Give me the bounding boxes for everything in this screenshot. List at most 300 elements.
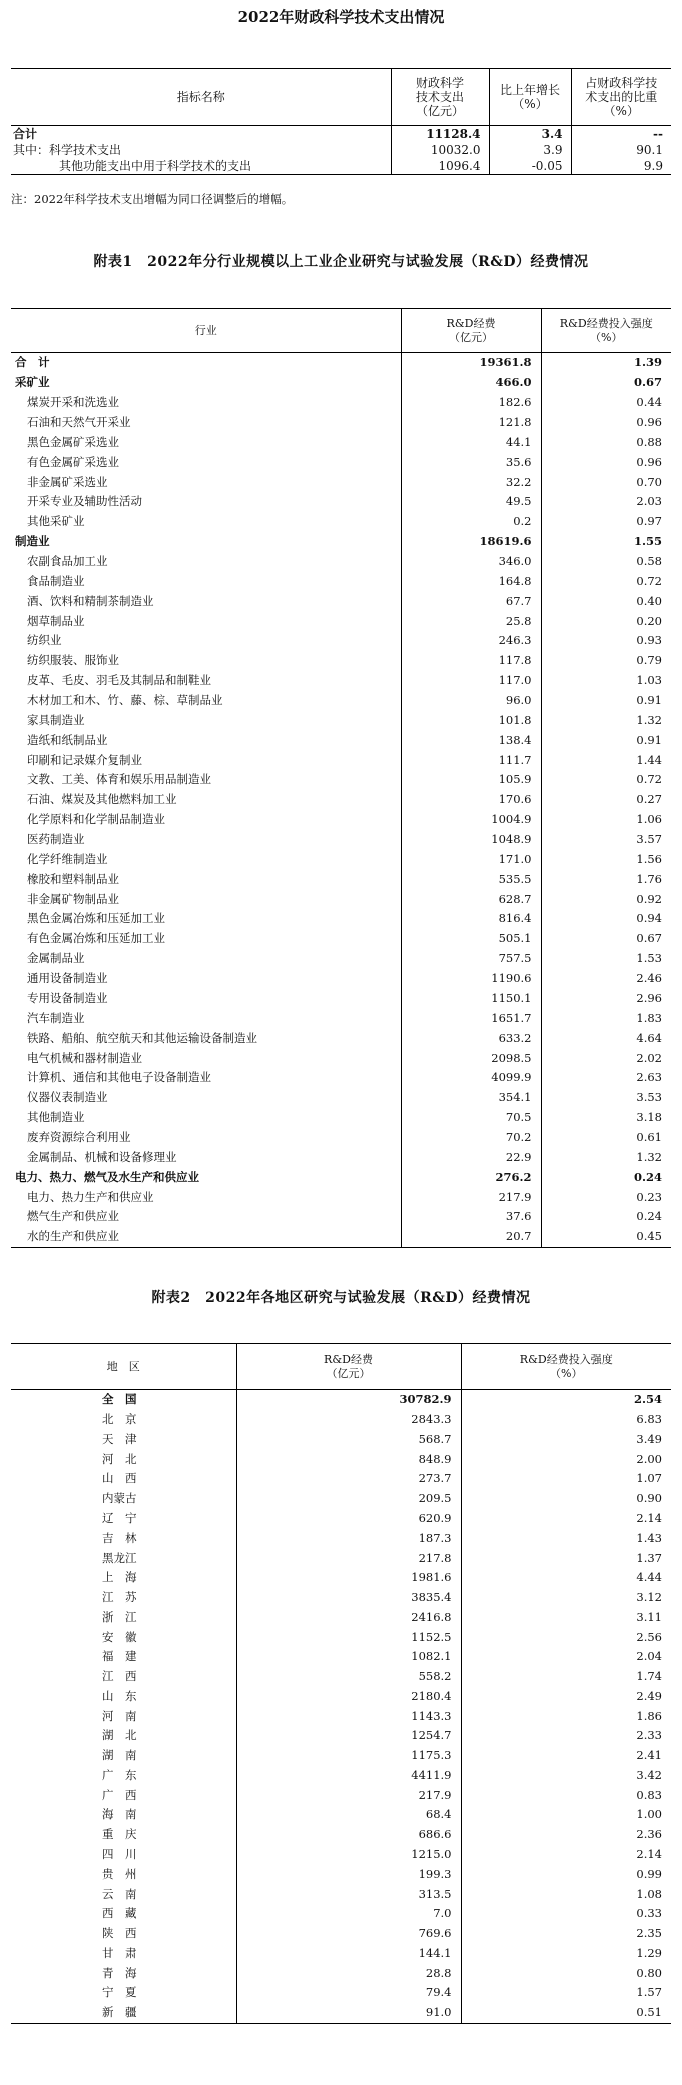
row-value-1: 187.3 — [236, 1528, 461, 1548]
row-value-1: 68.4 — [236, 1805, 461, 1825]
row-label: 其他功能支出中用于科学技术的支出 — [59, 159, 252, 173]
row-label: 开采专业及辅助性活动 — [27, 494, 142, 509]
table-row — [11, 1568, 671, 1588]
row-label: 四 川 — [102, 1846, 137, 1861]
row-label: 广 西 — [102, 1787, 137, 1802]
row-value-1: 79.4 — [236, 1983, 461, 2003]
row-label: 黑色金属矿采选业 — [27, 434, 119, 449]
table-row — [11, 373, 671, 393]
annex1-header-row — [11, 309, 671, 353]
row-label: 青 海 — [102, 1965, 137, 1980]
row-value-2: 1.83 — [541, 1008, 671, 1028]
table-row — [11, 1469, 671, 1489]
row-label: 贵 州 — [102, 1866, 137, 1881]
row-value-1: 1254.7 — [236, 1726, 461, 1746]
row-label: 汽车制造业 — [27, 1010, 85, 1025]
row-value-1: 1175.3 — [236, 1746, 461, 1766]
row-value-2: 0.80 — [461, 1963, 671, 1983]
col-rd-intensity: R&D经费投入强度 （%） — [461, 1344, 671, 1390]
table-row — [11, 1068, 671, 1088]
fiscal-st-expenditure-table — [11, 68, 671, 175]
row-value-2: -0.05 — [489, 158, 571, 175]
row-value-2: 2.14 — [461, 1509, 671, 1529]
row-value-1: 117.0 — [401, 671, 541, 691]
row-label: 河 南 — [102, 1708, 137, 1723]
row-label: 合计 — [13, 127, 38, 141]
table-row — [11, 969, 671, 989]
table-row — [11, 1667, 671, 1687]
col-rd-intensity: R&D经费投入强度 （%） — [541, 309, 671, 353]
row-value-2: 0.44 — [541, 393, 671, 413]
annex1-body — [11, 353, 671, 1248]
table-row — [11, 989, 671, 1009]
row-value-1: 199.3 — [236, 1864, 461, 1884]
row-value-1: 49.5 — [401, 492, 541, 512]
table-row — [11, 142, 671, 158]
col-indicator-name: 指标名称 — [11, 69, 391, 126]
row-value-1: 18619.6 — [401, 532, 541, 552]
row-value-1: 276.2 — [401, 1167, 541, 1187]
row-label: 黑龙江 — [102, 1550, 137, 1565]
row-value-1: 70.5 — [401, 1108, 541, 1128]
row-label: 其他制造业 — [27, 1110, 85, 1125]
row-value-1: 67.7 — [401, 591, 541, 611]
row-value-2: 3.9 — [489, 142, 571, 158]
row-label: 水的生产和供应业 — [27, 1229, 119, 1244]
table-row — [11, 1548, 671, 1568]
table-row — [11, 1528, 671, 1548]
row-value-1: 96.0 — [401, 691, 541, 711]
row-label: 辽 宁 — [102, 1510, 137, 1525]
row-label: 黑色金属冶炼和压延加工业 — [27, 911, 165, 926]
row-label: 废弃资源综合利用业 — [27, 1129, 131, 1144]
row-value-1: 170.6 — [401, 790, 541, 810]
row-value-1: 466.0 — [401, 373, 541, 393]
row-label: 电力、热力、燃气及水生产和供应业 — [15, 1169, 199, 1184]
row-value-1: 117.8 — [401, 651, 541, 671]
table-row — [11, 1924, 671, 1944]
row-label: 金属制品业 — [27, 951, 85, 966]
row-label: 仪器仪表制造业 — [27, 1090, 108, 1105]
table1-header-row — [11, 69, 671, 126]
row-label: 造纸和纸制品业 — [27, 732, 108, 747]
row-value-1: 22.9 — [401, 1147, 541, 1167]
table-row — [11, 2003, 671, 2023]
row-value-2: 0.91 — [541, 691, 671, 711]
table-row — [11, 1028, 671, 1048]
table-row — [11, 413, 671, 433]
row-label: 江 苏 — [102, 1590, 137, 1605]
row-value-1: 1190.6 — [401, 969, 541, 989]
table-row — [11, 710, 671, 730]
row-label: 铁路、船舶、航空航天和其他运输设备制造业 — [27, 1030, 257, 1045]
row-value-2: 1.53 — [541, 949, 671, 969]
col-growth: 比上年增长 （%） — [489, 69, 571, 126]
row-value-3: 90.1 — [571, 142, 671, 158]
table-row — [11, 1943, 671, 1963]
col-region: 地 区 — [11, 1344, 236, 1390]
row-value-1: 620.9 — [236, 1509, 461, 1529]
row-value-1: 217.8 — [236, 1548, 461, 1568]
row-value-2: 6.83 — [461, 1410, 671, 1430]
row-value-1: 816.4 — [401, 909, 541, 929]
row-label: 皮革、毛皮、羽毛及其制品和制鞋业 — [27, 673, 211, 688]
row-label: 天 津 — [102, 1431, 137, 1446]
table-row — [11, 1864, 671, 1884]
row-value-1: 3835.4 — [236, 1588, 461, 1608]
row-value-1: 91.0 — [236, 2003, 461, 2023]
row-value-2: 1.44 — [541, 750, 671, 770]
table-row — [11, 1588, 671, 1608]
row-value-1: 686.6 — [236, 1825, 461, 1845]
row-label: 制造业 — [15, 534, 50, 549]
row-value-2: 3.11 — [461, 1607, 671, 1627]
row-value-1: 4411.9 — [236, 1766, 461, 1786]
table-row — [11, 1489, 671, 1509]
row-value-1: 1150.1 — [401, 989, 541, 1009]
row-value-2: 3.53 — [541, 1088, 671, 1108]
row-label: 合 计 — [15, 355, 50, 370]
row-value-2: 0.40 — [541, 591, 671, 611]
col-expenditure: 财政科学 技术支出 （亿元） — [391, 69, 489, 126]
table-row — [11, 1825, 671, 1845]
row-value-2: 1.56 — [541, 849, 671, 869]
row-value-1: 346.0 — [401, 552, 541, 572]
row-value-1: 171.0 — [401, 849, 541, 869]
row-value-2: 2.14 — [461, 1845, 671, 1865]
row-label: 其他采矿业 — [27, 514, 85, 529]
row-value-2: 2.35 — [461, 1924, 671, 1944]
row-value-1: 37.6 — [401, 1207, 541, 1227]
table-row — [11, 1845, 671, 1865]
row-value-2: 0.24 — [541, 1167, 671, 1187]
row-label: 计算机、通信和其他电子设备制造业 — [27, 1070, 211, 1085]
row-value-2: 0.72 — [541, 770, 671, 790]
row-value-1: 1152.5 — [236, 1627, 461, 1647]
table-row — [11, 869, 671, 889]
table-row — [11, 770, 671, 790]
row-label: 木材加工和木、竹、藤、棕、草制品业 — [27, 693, 223, 708]
row-value-1: 20.7 — [401, 1227, 541, 1247]
table-row — [11, 1088, 671, 1108]
row-value-1: 628.7 — [401, 889, 541, 909]
table-row — [11, 1108, 671, 1128]
row-value-1: 121.8 — [401, 413, 541, 433]
row-value-2: 0.67 — [541, 373, 671, 393]
row-value-1: 11128.4 — [391, 126, 489, 143]
table-row — [11, 1008, 671, 1028]
row-value-2: 2.36 — [461, 1825, 671, 1845]
row-label: 山 东 — [102, 1688, 137, 1703]
row-value-2: 0.24 — [541, 1207, 671, 1227]
row-value-1: 4099.9 — [401, 1068, 541, 1088]
row-value-1: 10032.0 — [391, 142, 489, 158]
table-row — [11, 849, 671, 869]
row-value-1: 2416.8 — [236, 1607, 461, 1627]
row-value-2: 4.64 — [541, 1028, 671, 1048]
row-value-1: 1651.7 — [401, 1008, 541, 1028]
table-row — [11, 1410, 671, 1430]
row-value-1: 217.9 — [401, 1187, 541, 1207]
row-value-2: 1.00 — [461, 1805, 671, 1825]
table-row — [11, 1390, 671, 1410]
row-value-2: 0.23 — [541, 1187, 671, 1207]
row-value-2: 1.37 — [461, 1548, 671, 1568]
table-row — [11, 1884, 671, 1904]
row-value-1: 44.1 — [401, 432, 541, 452]
row-label: 化学原料和化学制品制造业 — [27, 812, 165, 827]
table-row — [11, 790, 671, 810]
row-value-2: 0.90 — [461, 1489, 671, 1509]
row-label: 湖 北 — [102, 1728, 137, 1743]
row-value-2: 3.57 — [541, 830, 671, 850]
table-row — [11, 1048, 671, 1068]
row-value-1: 32.2 — [401, 472, 541, 492]
row-value-1: 1096.4 — [391, 158, 489, 175]
table-row — [11, 1128, 671, 1148]
table-row — [11, 1746, 671, 1766]
table-row — [11, 1509, 671, 1529]
row-label: 有色金属矿采选业 — [27, 454, 119, 469]
row-value-2: 1.76 — [541, 869, 671, 889]
table-row — [11, 1726, 671, 1746]
table-row — [11, 631, 671, 651]
row-value-1: 19361.8 — [401, 353, 541, 373]
row-label: 海 南 — [102, 1807, 137, 1822]
table1-title: 2022年财政科学技术支出情况 — [237, 8, 445, 26]
row-value-2: 0.61 — [541, 1128, 671, 1148]
row-value-1: 2098.5 — [401, 1048, 541, 1068]
row-value-1: 2180.4 — [236, 1686, 461, 1706]
row-value-1: 111.7 — [401, 750, 541, 770]
row-value-1: 558.2 — [236, 1667, 461, 1687]
row-label: 食品制造业 — [27, 573, 85, 588]
row-label: 纺织服装、服饰业 — [27, 653, 119, 668]
row-value-1: 182.6 — [401, 393, 541, 413]
col-rd-funds: R&D经费 （亿元） — [236, 1344, 461, 1390]
row-value-2: 1.06 — [541, 810, 671, 830]
row-label: 非金属矿物制品业 — [27, 891, 119, 906]
row-label: 石油、煤炭及其他燃料加工业 — [27, 792, 177, 807]
row-value-2: 2.49 — [461, 1686, 671, 1706]
row-value-1: 30782.9 — [236, 1390, 461, 1410]
row-label: 专用设备制造业 — [27, 990, 108, 1005]
row-label: 化学纤维制造业 — [27, 851, 108, 866]
row-value-2: 1.29 — [461, 1943, 671, 1963]
row-label: 江 西 — [102, 1669, 137, 1684]
row-value-1: 505.1 — [401, 929, 541, 949]
table-row — [11, 611, 671, 631]
table-row — [11, 472, 671, 492]
row-value-2: 0.91 — [541, 730, 671, 750]
table-row — [11, 1627, 671, 1647]
row-value-1: 354.1 — [401, 1088, 541, 1108]
row-label: 北 京 — [102, 1412, 137, 1427]
row-value-1: 7.0 — [236, 1904, 461, 1924]
row-value-1: 144.1 — [236, 1943, 461, 1963]
row-label: 吉 林 — [102, 1530, 137, 1545]
table-row — [11, 889, 671, 909]
row-value-2: 1.86 — [461, 1706, 671, 1726]
row-value-1: 1215.0 — [236, 1845, 461, 1865]
row-value-1: 246.3 — [401, 631, 541, 651]
row-value-2: 0.20 — [541, 611, 671, 631]
row-label: 甘 肃 — [102, 1945, 137, 1960]
row-value-2: 1.07 — [461, 1469, 671, 1489]
table-row — [11, 830, 671, 850]
table-row — [11, 1607, 671, 1627]
row-label: 通用设备制造业 — [27, 971, 108, 986]
region-rd-table — [11, 1343, 671, 2024]
row-value-2: 0.93 — [541, 631, 671, 651]
table-row — [11, 1449, 671, 1469]
row-label: 陕 西 — [102, 1926, 137, 1941]
row-value-2: 0.58 — [541, 552, 671, 572]
row-value-2: 1.03 — [541, 671, 671, 691]
table-row — [11, 432, 671, 452]
row-label: 金属制品、机械和设备修理业 — [27, 1149, 177, 1164]
table-row — [11, 929, 671, 949]
table1-body — [11, 126, 671, 175]
row-label: 河 北 — [102, 1451, 137, 1466]
row-value-1: 313.5 — [236, 1884, 461, 1904]
table1-note: 注：2022年科学技术支出增幅为同口径调整后的增幅。 — [11, 192, 294, 206]
row-value-1: 1048.9 — [401, 830, 541, 850]
row-value-1: 35.6 — [401, 452, 541, 472]
row-value-2: 0.70 — [541, 472, 671, 492]
row-value-2: 2.46 — [541, 969, 671, 989]
row-label: 宁 夏 — [102, 1985, 137, 2000]
row-label: 家具制造业 — [27, 712, 85, 727]
row-value-1: 0.2 — [401, 512, 541, 532]
row-label: 云 南 — [102, 1886, 137, 1901]
row-value-3: -- — [571, 126, 671, 143]
row-label: 非金属矿采选业 — [27, 474, 108, 489]
row-value-1: 70.2 — [401, 1128, 541, 1148]
row-value-2: 1.08 — [461, 1884, 671, 1904]
table-row — [11, 126, 671, 143]
industry-rd-table — [11, 308, 671, 1248]
table-row — [11, 571, 671, 591]
row-label: 电气机械和器材制造业 — [27, 1050, 142, 1065]
row-value-1: 28.8 — [236, 1963, 461, 1983]
row-value-2: 1.57 — [461, 1983, 671, 2003]
table-row — [11, 1147, 671, 1167]
annex2-body — [11, 1390, 671, 2024]
table-row — [11, 1167, 671, 1187]
row-label: 安 徽 — [102, 1629, 137, 1644]
row-value-2: 0.92 — [541, 889, 671, 909]
row-label: 采矿业 — [15, 375, 50, 390]
table-row — [11, 1766, 671, 1786]
row-value-2: 0.96 — [541, 452, 671, 472]
row-label: 煤炭开采和洗选业 — [27, 395, 119, 410]
col-industry: 行业 — [11, 309, 401, 353]
row-value-1: 633.2 — [401, 1028, 541, 1048]
row-label: 上 海 — [102, 1570, 137, 1585]
row-value-2: 2.56 — [461, 1627, 671, 1647]
row-value-2: 3.42 — [461, 1766, 671, 1786]
row-value-2: 0.83 — [461, 1785, 671, 1805]
row-value-2: 2.63 — [541, 1068, 671, 1088]
row-value-2: 0.33 — [461, 1904, 671, 1924]
table-row — [11, 730, 671, 750]
table-row — [11, 949, 671, 969]
row-label: 内蒙古 — [102, 1491, 137, 1506]
table-row — [11, 552, 671, 572]
table-row — [11, 512, 671, 532]
row-label: 农副食品加工业 — [27, 554, 108, 569]
row-value-2: 4.44 — [461, 1568, 671, 1588]
row-label: 湖 南 — [102, 1748, 137, 1763]
table-row — [11, 1227, 671, 1247]
row-label: 文教、工美、体育和娱乐用品制造业 — [27, 772, 211, 787]
row-value-1: 2843.3 — [236, 1410, 461, 1430]
row-label: 烟草制品业 — [27, 613, 85, 628]
row-value-2: 3.18 — [541, 1108, 671, 1128]
row-label: 广 东 — [102, 1767, 137, 1782]
row-value-2: 3.4 — [489, 126, 571, 143]
row-value-1: 1004.9 — [401, 810, 541, 830]
row-label: 印刷和记录媒介复制业 — [27, 752, 142, 767]
table-row — [11, 1207, 671, 1227]
row-value-1: 848.9 — [236, 1449, 461, 1469]
row-value-3: 9.9 — [571, 158, 671, 175]
table-row — [11, 1430, 671, 1450]
row-label: 其中：科学技术支出 — [13, 143, 122, 157]
row-label: 纺织业 — [27, 633, 62, 648]
table-row — [11, 452, 671, 472]
row-value-2: 2.96 — [541, 989, 671, 1009]
row-label: 新 疆 — [102, 2005, 137, 2020]
row-label: 重 庆 — [102, 1827, 137, 1842]
table-row — [11, 671, 671, 691]
row-label: 浙 江 — [102, 1609, 137, 1624]
row-value-2: 2.02 — [541, 1048, 671, 1068]
row-label: 西 藏 — [102, 1906, 137, 1921]
row-label: 橡胶和塑料制品业 — [27, 871, 119, 886]
row-value-2: 0.67 — [541, 929, 671, 949]
row-value-1: 1981.6 — [236, 1568, 461, 1588]
table-row — [11, 651, 671, 671]
annex2-title: 附表2 2022年各地区研究与试验发展（R&D）经费情况 — [151, 1290, 531, 1306]
row-label: 石油和天然气开采业 — [27, 415, 131, 429]
row-value-2: 0.88 — [541, 432, 671, 452]
row-value-2: 3.49 — [461, 1430, 671, 1450]
table-row — [11, 1647, 671, 1667]
table-row — [11, 353, 671, 373]
col-share: 占财政科学技 术支出的比重 （%） — [571, 69, 671, 126]
row-label: 山 西 — [102, 1471, 137, 1486]
row-value-2: 2.41 — [461, 1746, 671, 1766]
row-value-2: 0.51 — [461, 2003, 671, 2023]
row-value-2: 0.99 — [461, 1864, 671, 1884]
row-value-1: 209.5 — [236, 1489, 461, 1509]
table-row — [11, 393, 671, 413]
row-value-1: 568.7 — [236, 1430, 461, 1450]
table-row — [11, 532, 671, 552]
row-value-2: 2.04 — [461, 1647, 671, 1667]
row-value-1: 1082.1 — [236, 1647, 461, 1667]
row-value-2: 2.03 — [541, 492, 671, 512]
row-value-2: 0.27 — [541, 790, 671, 810]
row-value-1: 217.9 — [236, 1785, 461, 1805]
row-value-2: 2.00 — [461, 1449, 671, 1469]
table-row — [11, 1706, 671, 1726]
row-value-1: 273.7 — [236, 1469, 461, 1489]
row-value-1: 138.4 — [401, 730, 541, 750]
row-value-2: 0.94 — [541, 909, 671, 929]
